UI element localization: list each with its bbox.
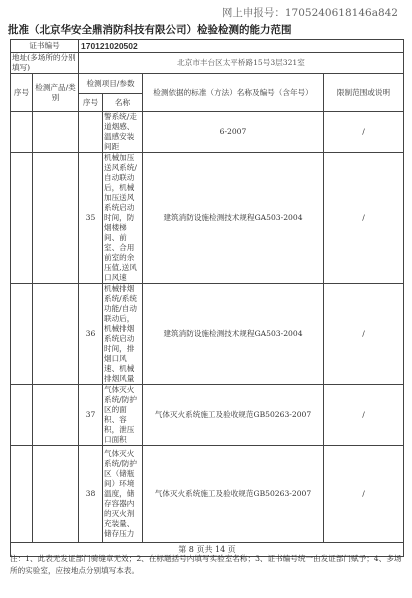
header-category: 检测产品/类别 (33, 74, 79, 112)
item-number: 36 (79, 284, 103, 385)
page-number: 第 8 页共 14 页 (11, 543, 404, 557)
table-row (11, 153, 404, 284)
item-name: 气体灭火系统/防护区的面积、容积，泄压口面积 (103, 385, 143, 446)
header-item-no: 序号 (79, 94, 103, 112)
limit-cell: / (324, 284, 404, 385)
row-category-cell (33, 112, 79, 153)
item-name: 机械加压送风系统/自动联动后，机械加压送风系统启动时间，防烟楼梯间、前室、合用前室的余压值,送风口风速 (103, 153, 143, 284)
row-category-cell (33, 284, 79, 385)
table-row (11, 112, 404, 153)
limit-cell: / (324, 446, 404, 543)
header-limit: 限制范围或说明 (324, 74, 404, 112)
header-items: 检测项目/参数 (79, 74, 143, 94)
standard-cell: 建筑消防设施检测技术规程GA503-2004 (143, 153, 324, 284)
table-row (11, 446, 404, 543)
cert-row (11, 40, 404, 53)
row-category-cell (33, 446, 79, 543)
page-title: 批准（北京华安全鼎消防科技有限公司）检验检测的能力范围 (8, 24, 292, 36)
standard-cell: 建筑消防设施检测技术规程GA503-2004 (143, 284, 324, 385)
cert-number: 170121020502 (79, 40, 404, 53)
footnotes: 注：1、此表无发证部门骑缝章无效；2、在标题括号内填写实验室名称；3、证书编号统一由发证部门赋予；4、多场所的实验室，应按地点分别填写本表。 (10, 554, 402, 575)
item-name: 警系统/走道烟感、温感安装间距 (103, 112, 143, 153)
row-seq-cell (11, 385, 33, 446)
row-category-cell (33, 153, 79, 284)
header-seq: 序号 (11, 74, 33, 112)
header-row (11, 74, 404, 94)
limit-cell: / (324, 385, 404, 446)
standard-cell: 6-2007 (143, 112, 324, 153)
cert-label: 证书编号 (11, 40, 79, 53)
row-category-cell (33, 385, 79, 446)
item-name: 机械排烟系统/系统功能/自动联动后，机械排烟系统启动时间，排烟口风速、机械排烟风量 (103, 284, 143, 385)
address-row (11, 53, 404, 74)
item-name: 气体灭火系统/防护区（储瓶间）环境温度，储存容器内的灭火剂充装量、储存压力 (103, 446, 143, 543)
standard-cell: 气体灭火系统施工及验收规范GB50263-2007 (143, 446, 324, 543)
standard-cell: 气体灭火系统施工及验收规范GB50263-2007 (143, 385, 324, 446)
address-label: 地址(多场所的分别填写) (11, 53, 79, 74)
application-number-watermark: 网上申报号：17052406181​46a842 (221, 7, 398, 19)
row-seq-cell (11, 446, 33, 543)
limit-cell: / (324, 153, 404, 284)
table-row (11, 284, 404, 385)
row-seq-cell (11, 284, 33, 385)
limit-cell: / (324, 112, 404, 153)
table-row (11, 385, 404, 446)
item-number: 38 (79, 446, 103, 543)
header-item-name: 名称 (103, 94, 143, 112)
item-number: 37 (79, 385, 103, 446)
row-seq-cell (11, 112, 33, 153)
header-standard: 检测依据的标准（方法）名称及编号（含年号） (143, 74, 324, 112)
item-number: 35 (79, 153, 103, 284)
address-value: 北京市丰台区太平桥路15号3层321室 (79, 53, 404, 74)
scope-table (10, 39, 404, 557)
row-seq-cell (11, 153, 33, 284)
item-number (79, 112, 103, 153)
